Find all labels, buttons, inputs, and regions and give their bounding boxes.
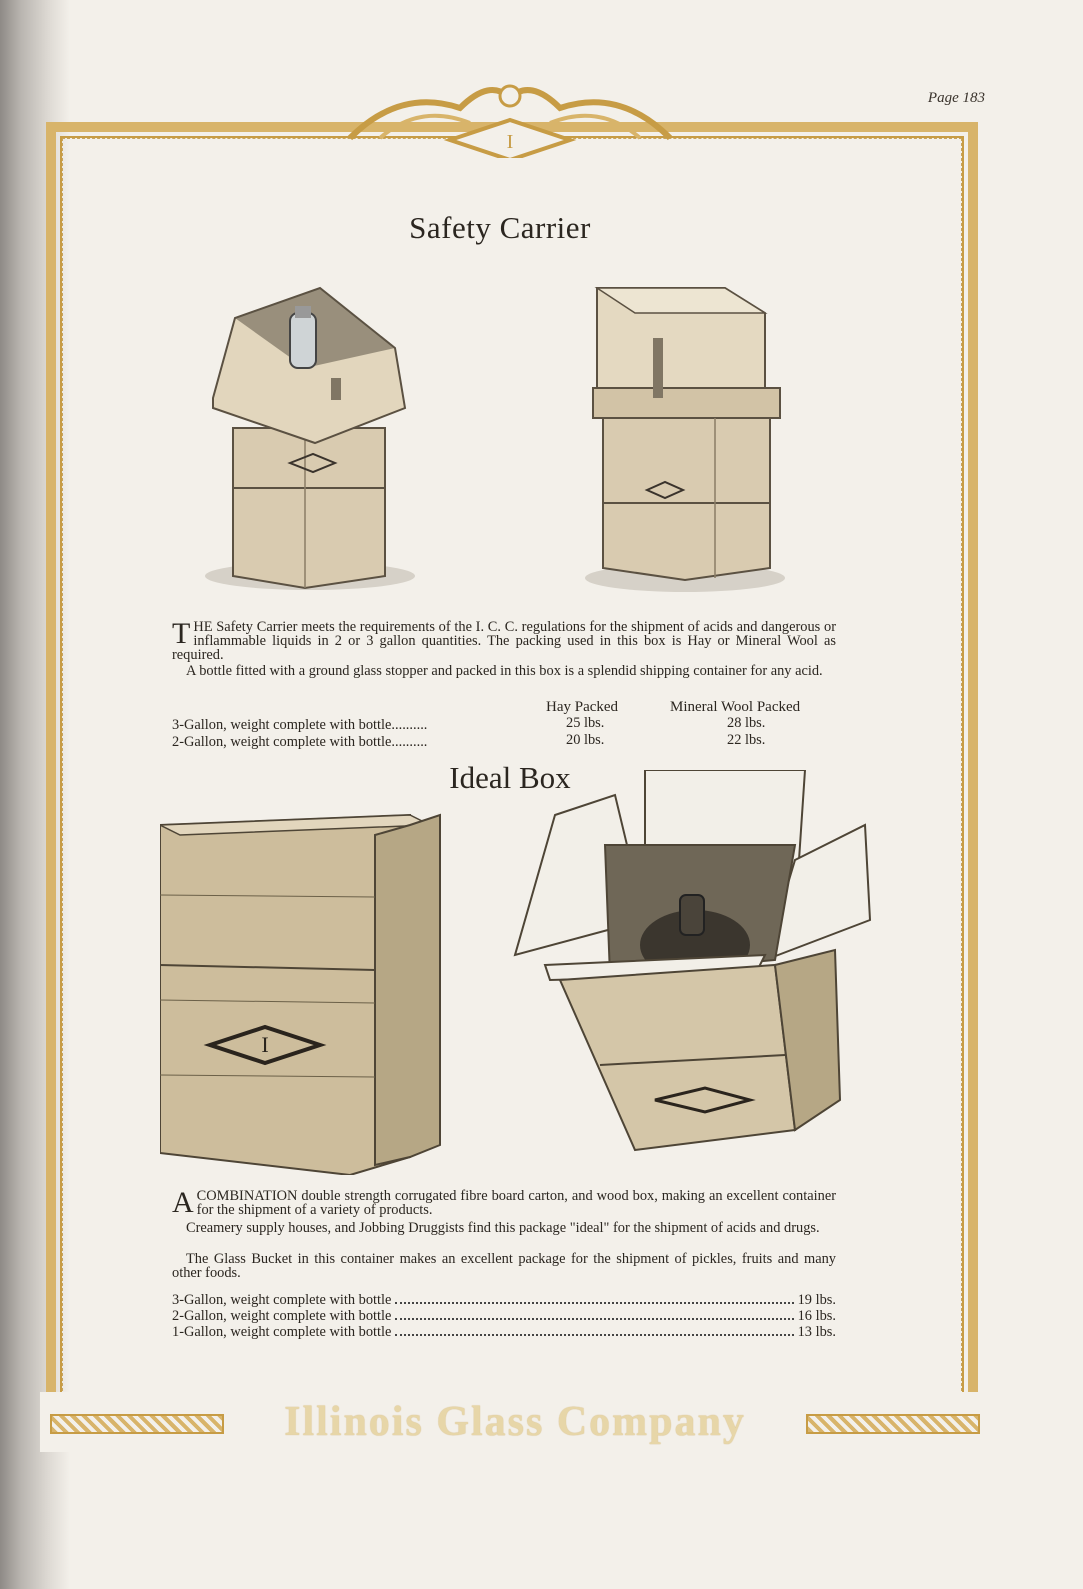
ideal-box-open-photo [505,770,875,1165]
column-header-mineral-wool: Mineral Wool Packed [670,699,801,715]
safety-carrier-closed-photo [575,268,800,593]
company-name: Illinois Glass Company [284,1399,746,1445]
ideal-box-paragraph-1: COMBINATION double strength corrugated fibre board carton, and wood box, making an excellent container for the shipment of a variety of products. [196,1188,836,1218]
drop-cap: T [172,617,191,650]
table-row-2-gallon-label: 2-Gallon, weight complete with bottle.......... [172,734,428,750]
safety-carrier-paragraph-2: A bottle fitted with a ground glass stopper and packed in this box is a splendid shipping container for any acid. [186,663,823,679]
footer-rope-right [806,1414,980,1434]
footer-rope-left [50,1414,224,1434]
drop-cap: A [172,1186,194,1219]
safety-carrier-description [172,617,836,663]
ideal-box-paragraph-2: Creamery supply houses, and Jobbing Druggists find this package "ideal" for the shipment of acids and drugs. [186,1220,820,1236]
emblem-letter: I [506,131,514,153]
box-emblem-letter: I [261,1032,269,1057]
column-header-hay-packed: Hay Packed [546,699,619,715]
page-number: Page 183 [927,90,985,106]
table-row-2-gallon-hay: 20 lbs. [566,732,605,748]
weight-row-1-gallon: 1-Gallon, weight complete with bottle 13 lbs. [172,1324,836,1340]
table-row-2-gallon-wool: 22 lbs. [727,732,766,748]
section-title-safety-carrier: Safety Carrier [409,210,591,245]
table-row-3-gallon-hay: 25 lbs. [566,715,605,731]
safety-carrier-open-photo [195,258,425,593]
table-row-3-gallon-label: 3-Gallon, weight complete with bottle.......... [172,717,428,733]
section-title-ideal-box: Ideal Box [449,760,571,795]
table-row-3-gallon-wool: 28 lbs. [727,715,766,731]
weight-row-3-gallon: 3-Gallon, weight complete with bottle 19 lbs. [172,1292,836,1308]
header-crest [340,68,680,158]
safety-carrier-paragraph-1: HE Safety Carrier meets the requirements of the I. C. C. regulations for the shipment of acids and dangerous or inflammable liquids in 2 or 3 gallon quantities. The packing used in this box is Hay or Mineral Wool as required. [172,619,836,663]
ideal-box-paragraph-3: The Glass Bucket in this container makes an excellent package for the shipment of pickles, fruits and many other foods. [172,1251,836,1281]
weight-row-2-gallon: 2-Gallon, weight complete with bottle 16 lbs. [172,1308,836,1324]
ideal-box-closed-photo [160,805,445,1175]
footer-band [40,1392,990,1452]
ideal-box-description [172,1186,836,1219]
